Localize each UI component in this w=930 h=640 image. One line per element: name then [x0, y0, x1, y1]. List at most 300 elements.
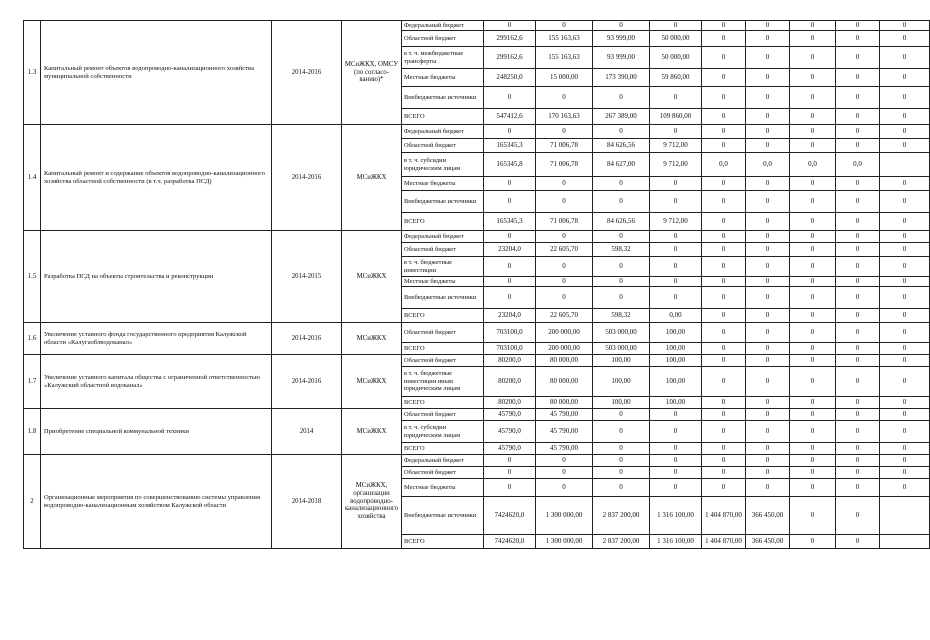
amount-cell: 0,0: [790, 153, 836, 177]
funding-source: Областной бюджет: [402, 243, 484, 257]
row-index: 1.3: [24, 21, 41, 125]
activity-name: Увеличение уставного капитала общества с ограниченной ответственностью «Калужский областной водоканал»: [41, 355, 272, 409]
amount-cell: 23204,0: [484, 243, 536, 257]
amount-cell: 0: [790, 479, 836, 497]
funding-source: Федеральный бюджет: [402, 21, 484, 31]
budget-table-sheet: [23, 20, 907, 549]
amount-cell: 9 712,00: [650, 213, 702, 231]
amount-cell: 0: [880, 479, 930, 497]
amount-cell: 100,00: [650, 397, 702, 409]
row-index: 1.5: [24, 231, 41, 323]
amount-cell: [880, 497, 930, 535]
funding-source: ВСЕГО: [402, 309, 484, 323]
amount-cell: 0: [790, 421, 836, 443]
amount-cell: 0: [650, 257, 702, 277]
amount-cell: 0: [790, 257, 836, 277]
amount-cell: 7424620,0: [484, 535, 536, 549]
amount-cell: 0: [746, 191, 790, 213]
amount-cell: 0: [746, 69, 790, 87]
row-index: 1.7: [24, 355, 41, 409]
amount-cell: 0: [746, 139, 790, 153]
activity-name: Организационные мероприятия по совершенствованию системы управления водопроводно-канализационным хозяйством Калужской области: [41, 455, 272, 549]
amount-cell: 155 163,63: [536, 47, 593, 69]
amount-cell: 0: [836, 31, 880, 47]
amount-cell: [880, 153, 930, 177]
amount-cell: 0: [702, 409, 746, 421]
funding-source: в т. ч. межбюджетные трансферты: [402, 47, 484, 69]
funding-source: ВСЕГО: [402, 109, 484, 125]
amount-cell: 0: [702, 31, 746, 47]
amount-cell: 0: [746, 443, 790, 455]
amount-cell: 0: [790, 397, 836, 409]
amount-cell: 0: [790, 287, 836, 309]
amount-cell: 0: [702, 21, 746, 31]
period-cell: 2014-2016: [272, 355, 342, 409]
amount-cell: 59 860,00: [650, 69, 702, 87]
funding-source: ВСЕГО: [402, 397, 484, 409]
amount-cell: 0: [836, 443, 880, 455]
amount-cell: 0: [484, 277, 536, 287]
amount-cell: 0: [836, 355, 880, 367]
funding-source: ВСЕГО: [402, 535, 484, 549]
amount-cell: 0: [650, 467, 702, 479]
amount-cell: 703100,0: [484, 323, 536, 343]
amount-cell: 0: [836, 367, 880, 397]
amount-cell: 0: [484, 479, 536, 497]
funding-source: в т. ч. субсидии юридическим лицам: [402, 153, 484, 177]
amount-cell: 0: [702, 455, 746, 467]
amount-cell: 0: [746, 257, 790, 277]
amount-cell: 93 999,00: [593, 47, 650, 69]
table-row: [24, 455, 930, 467]
amount-cell: 0: [746, 47, 790, 69]
row-index: 1.8: [24, 409, 41, 455]
amount-cell: 0: [536, 231, 593, 243]
amount-cell: 0: [593, 177, 650, 191]
table-row: [24, 125, 930, 139]
amount-cell: 0: [746, 109, 790, 125]
amount-cell: 100,00: [650, 323, 702, 343]
amount-cell: 0: [880, 191, 930, 213]
amount-cell: 0: [702, 213, 746, 231]
amount-cell: 100,00: [593, 355, 650, 367]
amount-cell: 0: [702, 309, 746, 323]
amount-cell: 0: [790, 87, 836, 109]
amount-cell: 0: [593, 287, 650, 309]
amount-cell: 0: [746, 355, 790, 367]
amount-cell: 0: [746, 343, 790, 355]
amount-cell: 9 712,00: [650, 139, 702, 153]
table-row: [24, 231, 930, 243]
funding-source: в т. ч. бюджетные инвестиции иным юридическим лицам: [402, 367, 484, 397]
amount-cell: 0: [702, 47, 746, 69]
amount-cell: 0: [836, 69, 880, 87]
budget-table: [23, 20, 930, 549]
amount-cell: 0: [746, 323, 790, 343]
amount-cell: 0: [702, 69, 746, 87]
amount-cell: 0: [836, 309, 880, 323]
amount-cell: 0: [880, 323, 930, 343]
amount-cell: 0: [484, 177, 536, 191]
amount-cell: 0: [593, 409, 650, 421]
amount-cell: 0: [880, 277, 930, 287]
amount-cell: 0: [880, 47, 930, 69]
amount-cell: 0: [790, 69, 836, 87]
amount-cell: 7424620,0: [484, 497, 536, 535]
amount-cell: 0: [880, 409, 930, 421]
amount-cell: 0: [836, 479, 880, 497]
amount-cell: 0: [880, 355, 930, 367]
amount-cell: 0: [746, 231, 790, 243]
amount-cell: 547412,6: [484, 109, 536, 125]
amount-cell: 0: [536, 467, 593, 479]
table-row: [24, 355, 930, 367]
amount-cell: 0: [702, 343, 746, 355]
amount-cell: 0: [790, 47, 836, 69]
activity-name: Капитальный ремонт и содержание объектов водопроводно-канализационного хозяйства областной собственности (в т.ч. разработка ПСД): [41, 125, 272, 231]
amount-cell: 0: [880, 109, 930, 125]
amount-cell: 0: [650, 479, 702, 497]
amount-cell: 0: [702, 243, 746, 257]
amount-cell: 1 300 000,00: [536, 535, 593, 549]
funding-source: Федеральный бюджет: [402, 125, 484, 139]
amount-cell: 248250,0: [484, 69, 536, 87]
period-cell: 2014-2016: [272, 323, 342, 355]
amount-cell: 45790,0: [484, 421, 536, 443]
amount-cell: 0: [746, 479, 790, 497]
amount-cell: 0: [536, 21, 593, 31]
amount-cell: 0: [836, 21, 880, 31]
amount-cell: 0: [836, 343, 880, 355]
period-cell: 2014-2015: [272, 231, 342, 323]
amount-cell: 0: [836, 109, 880, 125]
amount-cell: 0,0: [702, 153, 746, 177]
amount-cell: 0,0: [836, 153, 880, 177]
amount-cell: 0: [790, 467, 836, 479]
period-cell: 2014-2016: [272, 21, 342, 125]
period-cell: 2014-2018: [272, 455, 342, 549]
amount-cell: 0: [484, 257, 536, 277]
amount-cell: 200 000,00: [536, 323, 593, 343]
activity-name: Приобретение специальной коммунальной техники: [41, 409, 272, 455]
amount-cell: 0: [484, 455, 536, 467]
amount-cell: 0: [880, 309, 930, 323]
amount-cell: 0: [536, 177, 593, 191]
amount-cell: 0: [593, 125, 650, 139]
amount-cell: 0: [650, 455, 702, 467]
amount-cell: 0: [880, 455, 930, 467]
amount-cell: 0: [836, 409, 880, 421]
amount-cell: 299162,6: [484, 47, 536, 69]
funding-source: Областной бюджет: [402, 355, 484, 367]
amount-cell: 1 404 870,00: [702, 535, 746, 549]
amount-cell: 0: [702, 323, 746, 343]
amount-cell: 0: [593, 421, 650, 443]
amount-cell: 0: [702, 177, 746, 191]
amount-cell: 2 837 200,00: [593, 497, 650, 535]
amount-cell: 0: [790, 323, 836, 343]
amount-cell: 100,00: [593, 397, 650, 409]
row-index: 2: [24, 455, 41, 549]
funding-source: Внебюджетные источники: [402, 87, 484, 109]
period-cell: 2014: [272, 409, 342, 455]
amount-cell: 503 000,00: [593, 343, 650, 355]
funding-source: Внебюджетные источники: [402, 191, 484, 213]
amount-cell: 0: [746, 421, 790, 443]
amount-cell: 0: [880, 69, 930, 87]
amount-cell: 0: [702, 421, 746, 443]
amount-cell: 0: [484, 467, 536, 479]
amount-cell: 0: [790, 139, 836, 153]
amount-cell: 0: [702, 231, 746, 243]
amount-cell: 0: [836, 47, 880, 69]
activity-name: Капитальный ремонт объектов водопроводно-канализационного хозяйства муниципальной собственности: [41, 21, 272, 125]
funding-source: Местные бюджеты: [402, 177, 484, 191]
funding-source: Областной бюджет: [402, 323, 484, 343]
amount-cell: 0: [484, 125, 536, 139]
amount-cell: 0: [880, 213, 930, 231]
executor-cell: МСиЖКХ: [342, 323, 402, 355]
amount-cell: 0: [880, 125, 930, 139]
amount-cell: 0: [702, 191, 746, 213]
amount-cell: 0: [650, 21, 702, 31]
funding-source: ВСЕГО: [402, 443, 484, 455]
amount-cell: 0: [536, 287, 593, 309]
amount-cell: 80200,0: [484, 397, 536, 409]
amount-cell: 0: [836, 455, 880, 467]
amount-cell: 0: [650, 243, 702, 257]
amount-cell: 0: [880, 243, 930, 257]
amount-cell: 100,00: [650, 343, 702, 355]
amount-cell: 0: [836, 277, 880, 287]
amount-cell: 0: [536, 257, 593, 277]
amount-cell: 0: [650, 125, 702, 139]
amount-cell: 155 163,63: [536, 31, 593, 47]
amount-cell: 0: [702, 125, 746, 139]
amount-cell: 1 316 100,00: [650, 535, 702, 549]
funding-source: Федеральный бюджет: [402, 231, 484, 243]
amount-cell: 45 790,00: [536, 421, 593, 443]
amount-cell: 0: [836, 257, 880, 277]
table-row: [24, 323, 930, 343]
amount-cell: 0: [650, 277, 702, 287]
funding-source: ВСЕГО: [402, 343, 484, 355]
funding-source: Областной бюджет: [402, 31, 484, 47]
amount-cell: 22 605,70: [536, 243, 593, 257]
funding-source: в т. ч. бюджетные инвестиции: [402, 257, 484, 277]
funding-source: ВСЕГО: [402, 213, 484, 231]
amount-cell: 0: [536, 87, 593, 109]
amount-cell: 0: [593, 257, 650, 277]
row-index: 1.6: [24, 323, 41, 355]
table-row: [24, 409, 930, 421]
amount-cell: 0: [746, 87, 790, 109]
amount-cell: 71 006,78: [536, 213, 593, 231]
amount-cell: 9 712,00: [650, 153, 702, 177]
amount-cell: 0: [790, 177, 836, 191]
amount-cell: 0: [746, 287, 790, 309]
amount-cell: 0: [536, 191, 593, 213]
activity-name: Разработка ПСД на объекты строительства и реконструкции: [41, 231, 272, 323]
amount-cell: 0: [702, 87, 746, 109]
amount-cell: 0: [880, 31, 930, 47]
amount-cell: 0: [880, 343, 930, 355]
amount-cell: 0: [593, 191, 650, 213]
amount-cell: 0: [650, 421, 702, 443]
amount-cell: 2 837 200,00: [593, 535, 650, 549]
amount-cell: 170 163,63: [536, 109, 593, 125]
funding-source: Областной бюджет: [402, 409, 484, 421]
amount-cell: 366 450,00: [746, 497, 790, 535]
amount-cell: 50 000,00: [650, 47, 702, 69]
amount-cell: 0: [790, 497, 836, 535]
amount-cell: 0: [836, 191, 880, 213]
amount-cell: 0: [790, 125, 836, 139]
amount-cell: 0: [880, 397, 930, 409]
amount-cell: 1 300 000,00: [536, 497, 593, 535]
amount-cell: 0: [790, 409, 836, 421]
amount-cell: 598,32: [593, 243, 650, 257]
amount-cell: 0: [790, 191, 836, 213]
amount-cell: 109 860,00: [650, 109, 702, 125]
amount-cell: 0: [702, 467, 746, 479]
row-index: 1.4: [24, 125, 41, 231]
amount-cell: 0: [702, 355, 746, 367]
amount-cell: 299162,6: [484, 31, 536, 47]
funding-source: Внебюджетные источники: [402, 287, 484, 309]
amount-cell: 1 316 100,00: [650, 497, 702, 535]
amount-cell: 15 000,00: [536, 69, 593, 87]
amount-cell: 173 390,00: [593, 69, 650, 87]
amount-cell: 80 000,00: [536, 397, 593, 409]
executor-cell: МСиЖКХ: [342, 231, 402, 323]
amount-cell: 0: [836, 323, 880, 343]
funding-source: Областной бюджет: [402, 139, 484, 153]
amount-cell: 0: [746, 177, 790, 191]
amount-cell: 0: [536, 455, 593, 467]
amount-cell: 0: [702, 139, 746, 153]
amount-cell: 703100,0: [484, 343, 536, 355]
amount-cell: 0: [746, 243, 790, 257]
period-cell: 2014-2016: [272, 125, 342, 231]
amount-cell: 0: [880, 421, 930, 443]
amount-cell: 50 000,00: [650, 31, 702, 47]
amount-cell: 100,00: [650, 367, 702, 397]
amount-cell: 80200,0: [484, 367, 536, 397]
amount-cell: 0: [650, 191, 702, 213]
amount-cell: 0: [702, 109, 746, 125]
amount-cell: 0: [484, 87, 536, 109]
amount-cell: 0: [836, 139, 880, 153]
funding-source: Местные бюджеты: [402, 69, 484, 87]
amount-cell: 0: [702, 397, 746, 409]
amount-cell: 0: [790, 277, 836, 287]
amount-cell: 0: [790, 367, 836, 397]
amount-cell: 0: [593, 443, 650, 455]
amount-cell: 84 627,00: [593, 153, 650, 177]
amount-cell: 80 000,00: [536, 367, 593, 397]
amount-cell: 71 006,78: [536, 139, 593, 153]
amount-cell: 0: [650, 231, 702, 243]
amount-cell: 0: [880, 367, 930, 397]
amount-cell: 0: [836, 213, 880, 231]
funding-source: в т. ч. субсидии юридическим лицам: [402, 421, 484, 443]
funding-source: Федеральный бюджет: [402, 455, 484, 467]
amount-cell: 0: [790, 31, 836, 47]
amount-cell: 100,00: [650, 355, 702, 367]
amount-cell: 0: [593, 87, 650, 109]
amount-cell: 0: [836, 287, 880, 309]
amount-cell: 0: [650, 287, 702, 309]
amount-cell: 0: [836, 497, 880, 535]
amount-cell: 0: [746, 277, 790, 287]
amount-cell: 0: [836, 243, 880, 257]
amount-cell: 45790,0: [484, 443, 536, 455]
amount-cell: 0: [836, 87, 880, 109]
amount-cell: 0: [484, 191, 536, 213]
amount-cell: 0: [650, 87, 702, 109]
amount-cell: 0: [746, 397, 790, 409]
amount-cell: 0: [790, 213, 836, 231]
amount-cell: 0: [746, 455, 790, 467]
amount-cell: 0: [880, 257, 930, 277]
executor-cell: МСиЖКХ, организации водопроводно-канализационного хозяйства: [342, 455, 402, 549]
amount-cell: 0: [880, 231, 930, 243]
amount-cell: 45790,0: [484, 409, 536, 421]
amount-cell: 0: [836, 125, 880, 139]
amount-cell: 0: [484, 287, 536, 309]
amount-cell: 0: [880, 87, 930, 109]
executor-cell: МСиЖКХ: [342, 409, 402, 455]
amount-cell: 0: [702, 287, 746, 309]
amount-cell: 0: [836, 397, 880, 409]
amount-cell: 0: [836, 467, 880, 479]
amount-cell: 0,0: [746, 153, 790, 177]
amount-cell: 0: [746, 21, 790, 31]
amount-cell: 84 626,56: [593, 139, 650, 153]
funding-source: Местные бюджеты: [402, 479, 484, 497]
amount-cell: 0: [836, 421, 880, 443]
amount-cell: 0: [880, 467, 930, 479]
amount-cell: 165345,3: [484, 213, 536, 231]
amount-cell: 0: [746, 31, 790, 47]
amount-cell: 165345,8: [484, 153, 536, 177]
executor-cell: МСиЖКХ, ОМСУ (по согласо-ванию)*: [342, 21, 402, 125]
amount-cell: 0: [593, 455, 650, 467]
amount-cell: 45 790,00: [536, 443, 593, 455]
amount-cell: 0: [746, 467, 790, 479]
amount-cell: 267 389,00: [593, 109, 650, 125]
amount-cell: 0: [650, 177, 702, 191]
amount-cell: 0: [593, 231, 650, 243]
amount-cell: 0: [790, 355, 836, 367]
amount-cell: 0: [536, 479, 593, 497]
amount-cell: 0: [746, 213, 790, 231]
amount-cell: 45 790,00: [536, 409, 593, 421]
funding-source: Местные бюджеты: [402, 277, 484, 287]
amount-cell: 0: [536, 277, 593, 287]
funding-source: Внебюджетные источники: [402, 497, 484, 535]
amount-cell: 0: [593, 467, 650, 479]
amount-cell: 0: [593, 479, 650, 497]
amount-cell: 0: [790, 21, 836, 31]
amount-cell: 0: [702, 277, 746, 287]
amount-cell: 200 000,00: [536, 343, 593, 355]
amount-cell: 165345,3: [484, 139, 536, 153]
amount-cell: 0: [650, 409, 702, 421]
amount-cell: 0: [880, 443, 930, 455]
amount-cell: 0: [790, 535, 836, 549]
